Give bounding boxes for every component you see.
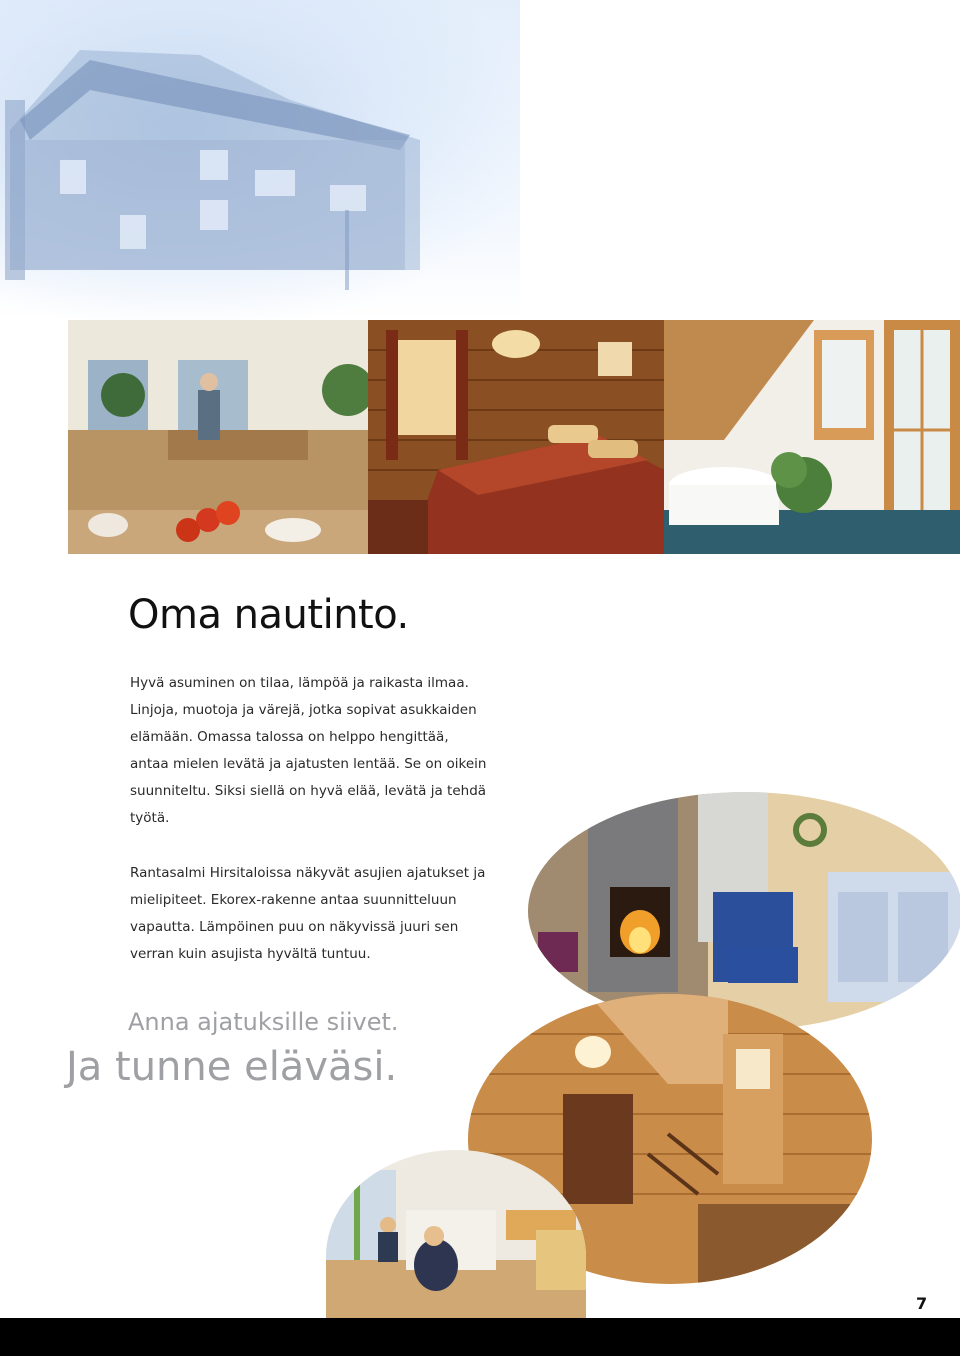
photo-dining-room xyxy=(68,320,368,554)
footer-bar xyxy=(0,1318,960,1356)
intro-paragraph: Hyvä asuminen on tilaa, lämpöä ja raikasta ilmaa. Linjoja, muotoja ja värejä, jotka sopivat asukkaiden elämään. Omassa talossa on helppo hengittää, antaa mielen levätä ja ajatusten lentää. Se on oikein suunniteltu. Siksi siellä on hyvä elää, levätä ja tehdä työtä. xyxy=(130,675,487,826)
photo-fireplace-oval xyxy=(528,792,960,1030)
page-title: Oma nautinto. xyxy=(128,592,409,638)
faded-house-photo xyxy=(0,0,520,320)
house-illustration xyxy=(0,0,520,320)
tagline-wings: Anna ajatuksille siivet. xyxy=(128,1008,399,1036)
page-number: 7 xyxy=(916,1294,928,1313)
photo-bedroom xyxy=(368,320,664,554)
photo-bathroom xyxy=(664,320,960,554)
description-paragraph: Rantasalmi Hirsitaloissa näkyvät asujien ajatukset ja mielipiteet. Ekorex-rakenne antaa suunnitteluun vapautta. Lämpöinen puu on näkyvissä juuri sen verran kuin asujista hyvältä tuntuu. xyxy=(130,865,486,962)
tagline-alive: Ja tunne eläväsi. xyxy=(66,1044,398,1090)
